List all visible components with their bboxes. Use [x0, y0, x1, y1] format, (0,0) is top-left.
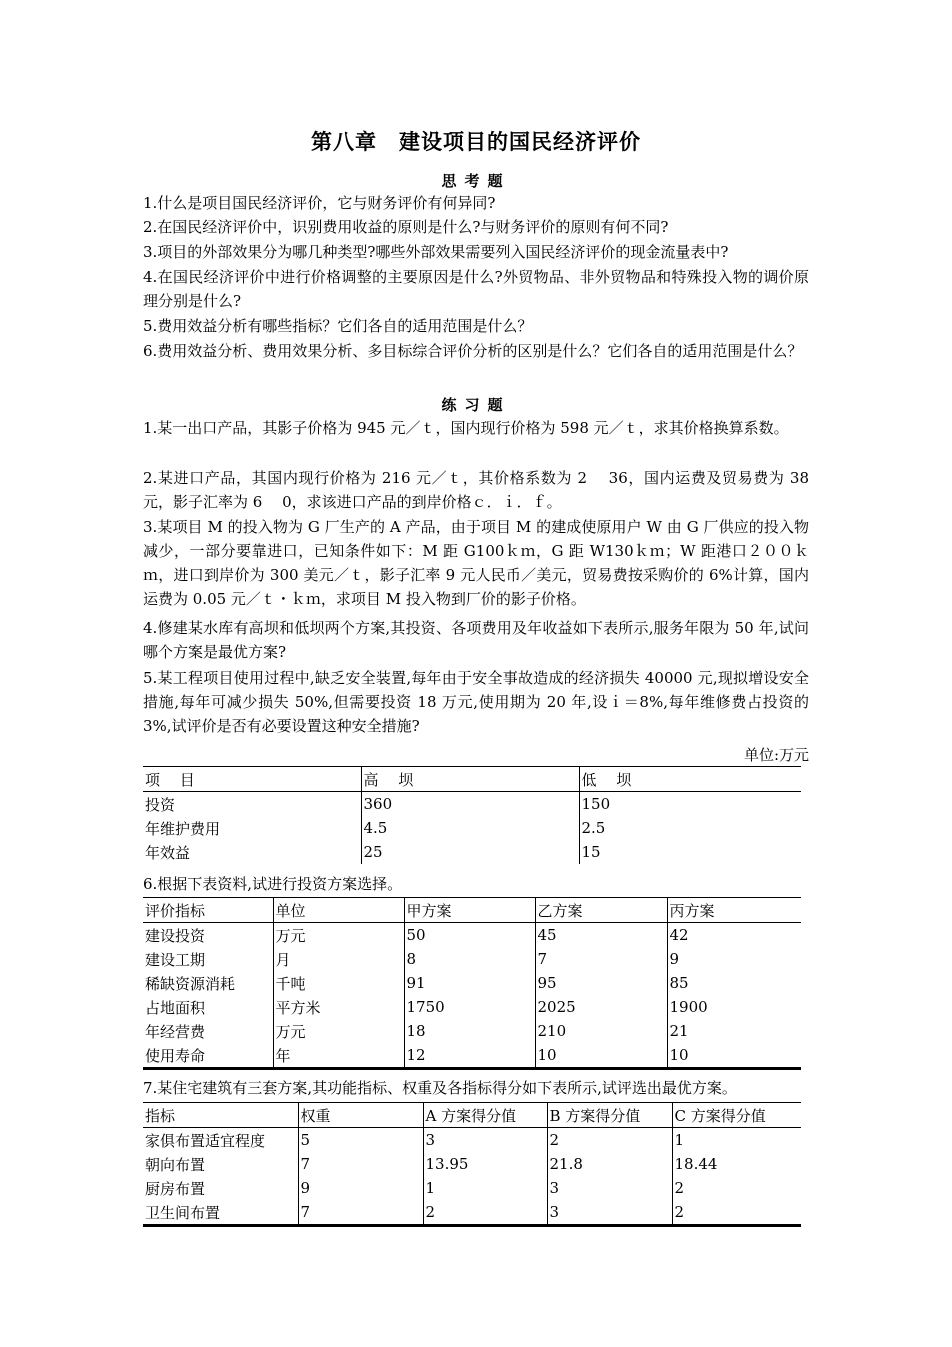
table-cell: 25	[361, 840, 579, 864]
table-cell: 1	[672, 1128, 801, 1153]
table-cell: 3	[423, 1128, 547, 1153]
table-cell: 厨房布置	[145, 1179, 206, 1198]
table-row	[143, 1043, 801, 1069]
table-cell: 9	[298, 1176, 423, 1200]
exercise-item-2: 2.某进口产品，其国内现行价格为 216 元／ｔ，其价格系数为 2 36，国内运费及贸易费为 38 元，影子汇率为 6 0，求该进口产品的到岸价格ｃ．ｉ．ｆ。	[143, 469, 809, 511]
table-cell: 8	[404, 947, 535, 971]
table-header-row	[143, 1103, 801, 1128]
header-cell: 低 坝	[579, 767, 801, 792]
table-cell: 年经营费	[145, 1022, 206, 1041]
table-cell: 85	[667, 971, 801, 995]
table-row	[143, 792, 801, 817]
table-row	[143, 1176, 801, 1200]
table-cell: 210	[535, 1019, 667, 1043]
question-7-text: 7.某住宅建筑有三套方案,其功能指标、权重及各指标得分如下表所示,试评选出最优方案。	[143, 1079, 737, 1097]
exercise-item-4: 4.修建某水库有高坝和低坝两个方案,其投资、各项费用及年收益如下表所示,服务年限为 50 年,试问哪个方案是最优方案?	[143, 619, 809, 661]
table-cell: 使用寿命	[145, 1046, 206, 1065]
table-cell: 12	[404, 1043, 535, 1069]
table-cell: 21	[667, 1019, 801, 1043]
chapter-title: 第八章 建设项目的国民经济评价	[311, 130, 641, 154]
table-cell: 2	[547, 1128, 672, 1153]
table-cell: 2.5	[579, 816, 801, 840]
table-cell: 150	[579, 792, 801, 817]
table-cell: 13.95	[423, 1152, 547, 1176]
table-cell: 年	[273, 1043, 404, 1069]
table-cell: 平方米	[273, 995, 404, 1019]
table-cell: 月	[273, 947, 404, 971]
think-item-2: 2.在国民经济评价中，识别费用收益的原则是什么?与财务评价的原则有何不同?	[143, 218, 669, 236]
table-row	[143, 816, 801, 840]
table-row	[143, 1200, 801, 1226]
think-item-5: 5.费用效益分析有哪些指标？它们各自的适用范围是什么？	[143, 317, 533, 335]
table-row	[143, 947, 801, 971]
think-item-3: 3.项目的外部效果分为哪几种类型?哪些外部效果需要列入国民经济评价的现金流量表中?	[143, 243, 729, 261]
table-cell: 万元	[273, 1019, 404, 1043]
header-cell: B 方案得分值	[547, 1103, 672, 1128]
exercise-heading: 练习题	[441, 396, 511, 414]
dam-comparison-table	[143, 766, 801, 864]
table-cell: 1900	[667, 995, 801, 1019]
unit-label: 单位:万元	[743, 746, 809, 764]
exercise-item-5: 5.某工程项目使用过程中,缺乏安全装置,每年由于安全事故造成的经济损失 40000 元,现拟增设安全措施,每年可减少损失 50%,但需要投资 18 万元,使用期为 20 年,设ｉ＝8%,每年维修费占投资的 3%,试评价是否有必要设置这种安全措施?	[143, 669, 809, 735]
table-cell: 95	[535, 971, 667, 995]
table-cell: 15	[579, 840, 801, 864]
table-cell: 朝向布置	[145, 1155, 206, 1174]
table-cell: 3	[547, 1200, 672, 1226]
table-row	[143, 1152, 801, 1176]
header-cell: 高 坝	[361, 767, 579, 792]
table-cell: 1	[423, 1176, 547, 1200]
table-cell: 360	[361, 792, 579, 817]
table-cell: 9	[667, 947, 801, 971]
table-cell: 21.8	[547, 1152, 672, 1176]
header-cell: A 方案得分值	[423, 1103, 547, 1128]
table-cell: 占地面积	[145, 998, 206, 1017]
table-row	[143, 971, 801, 995]
housing-options-table	[143, 1102, 801, 1227]
header-cell: 丙方案	[667, 898, 801, 923]
table-cell: 万元	[273, 923, 404, 948]
table-cell: 卫生间布置	[145, 1203, 221, 1222]
table-header-row	[143, 898, 801, 923]
table-cell: 45	[535, 923, 667, 948]
table-cell: 3	[547, 1176, 672, 1200]
table-cell: 年效益	[145, 843, 191, 862]
table-cell: 42	[667, 923, 801, 948]
table-cell: 10	[667, 1043, 801, 1069]
table-cell: 1750	[404, 995, 535, 1019]
header-cell: 单位	[273, 898, 404, 923]
table-header-row	[143, 767, 801, 792]
table-cell: 家俱布置适宜程度	[145, 1131, 266, 1150]
table-cell: 7	[535, 947, 667, 971]
table-cell: 50	[404, 923, 535, 948]
table-cell: 千吨	[273, 971, 404, 995]
table-row	[143, 1128, 801, 1153]
think-heading: 思考题	[441, 172, 511, 190]
table-cell: 91	[404, 971, 535, 995]
table-cell: 4.5	[361, 816, 579, 840]
table-cell: 7	[298, 1152, 423, 1176]
table-row	[143, 1019, 801, 1043]
table-cell: 稀缺资源消耗	[145, 974, 236, 993]
think-item-6: 6.费用效益分析、费用效果分析、多目标综合评价分析的区别是什么？它们各自的适用范围是什么？	[143, 342, 803, 360]
table-cell: 2	[672, 1176, 801, 1200]
exercise-item-3: 3.某项目 M 的投入物为 G 厂生产的 A 产品，由于项目 M 的建成使原用户 W 由 G 厂供应的投入物减少，一部分要靠进口，已知条件如下：M 距 G100ｋｍ，G 距 W130ｋｍ；W 距港口２００ｋｍ，进口到岸价为 300 美元／ｔ，影子汇率 9 元人民币／美元，贸易费按采购价的 6%计算，国内运费为 0.05 元／ｔ・ｋｍ，求项目 M 投入物到厂价的影子价格。	[143, 518, 809, 608]
think-item-1: 1.什么是项目国民经济评价，它与财务评价有何异同?	[143, 194, 496, 212]
table-row	[143, 923, 801, 948]
table-cell: 年维护费用	[145, 819, 221, 838]
header-cell: 指标	[143, 1103, 298, 1128]
header-cell: 评价指标	[143, 898, 273, 923]
table-cell: 建设工期	[145, 950, 206, 969]
header-cell: 甲方案	[404, 898, 535, 923]
table-cell: 7	[298, 1200, 423, 1226]
header-cell: 项 目	[143, 767, 361, 792]
header-cell: 权重	[298, 1103, 423, 1128]
table-cell: 2025	[535, 995, 667, 1019]
table-row	[143, 995, 801, 1019]
table-cell: 10	[535, 1043, 667, 1069]
table-cell: 2	[672, 1200, 801, 1226]
header-cell: 乙方案	[535, 898, 667, 923]
exercise-item-1: 1.某一出口产品，其影子价格为 945 元／ｔ，国内现行价格为 598 元／ｔ，求其价格换算系数。	[143, 419, 789, 437]
table-cell: 5	[298, 1128, 423, 1153]
table-cell: 2	[423, 1200, 547, 1226]
investment-options-table	[143, 897, 801, 1070]
table-cell: 投资	[145, 795, 176, 814]
question-6-text: 6.根据下表资料,试进行投资方案选择。	[143, 875, 403, 893]
table-cell: 建设投资	[145, 926, 206, 945]
think-item-4: 4.在国民经济评价中进行价格调整的主要原因是什么?外贸物品、非外贸物品和特殊投入物的调价原理分别是什么?	[143, 268, 809, 310]
table-cell: 18.44	[672, 1152, 801, 1176]
table-cell: 18	[404, 1019, 535, 1043]
table-row	[143, 840, 801, 864]
header-cell: C 方案得分值	[672, 1103, 801, 1128]
